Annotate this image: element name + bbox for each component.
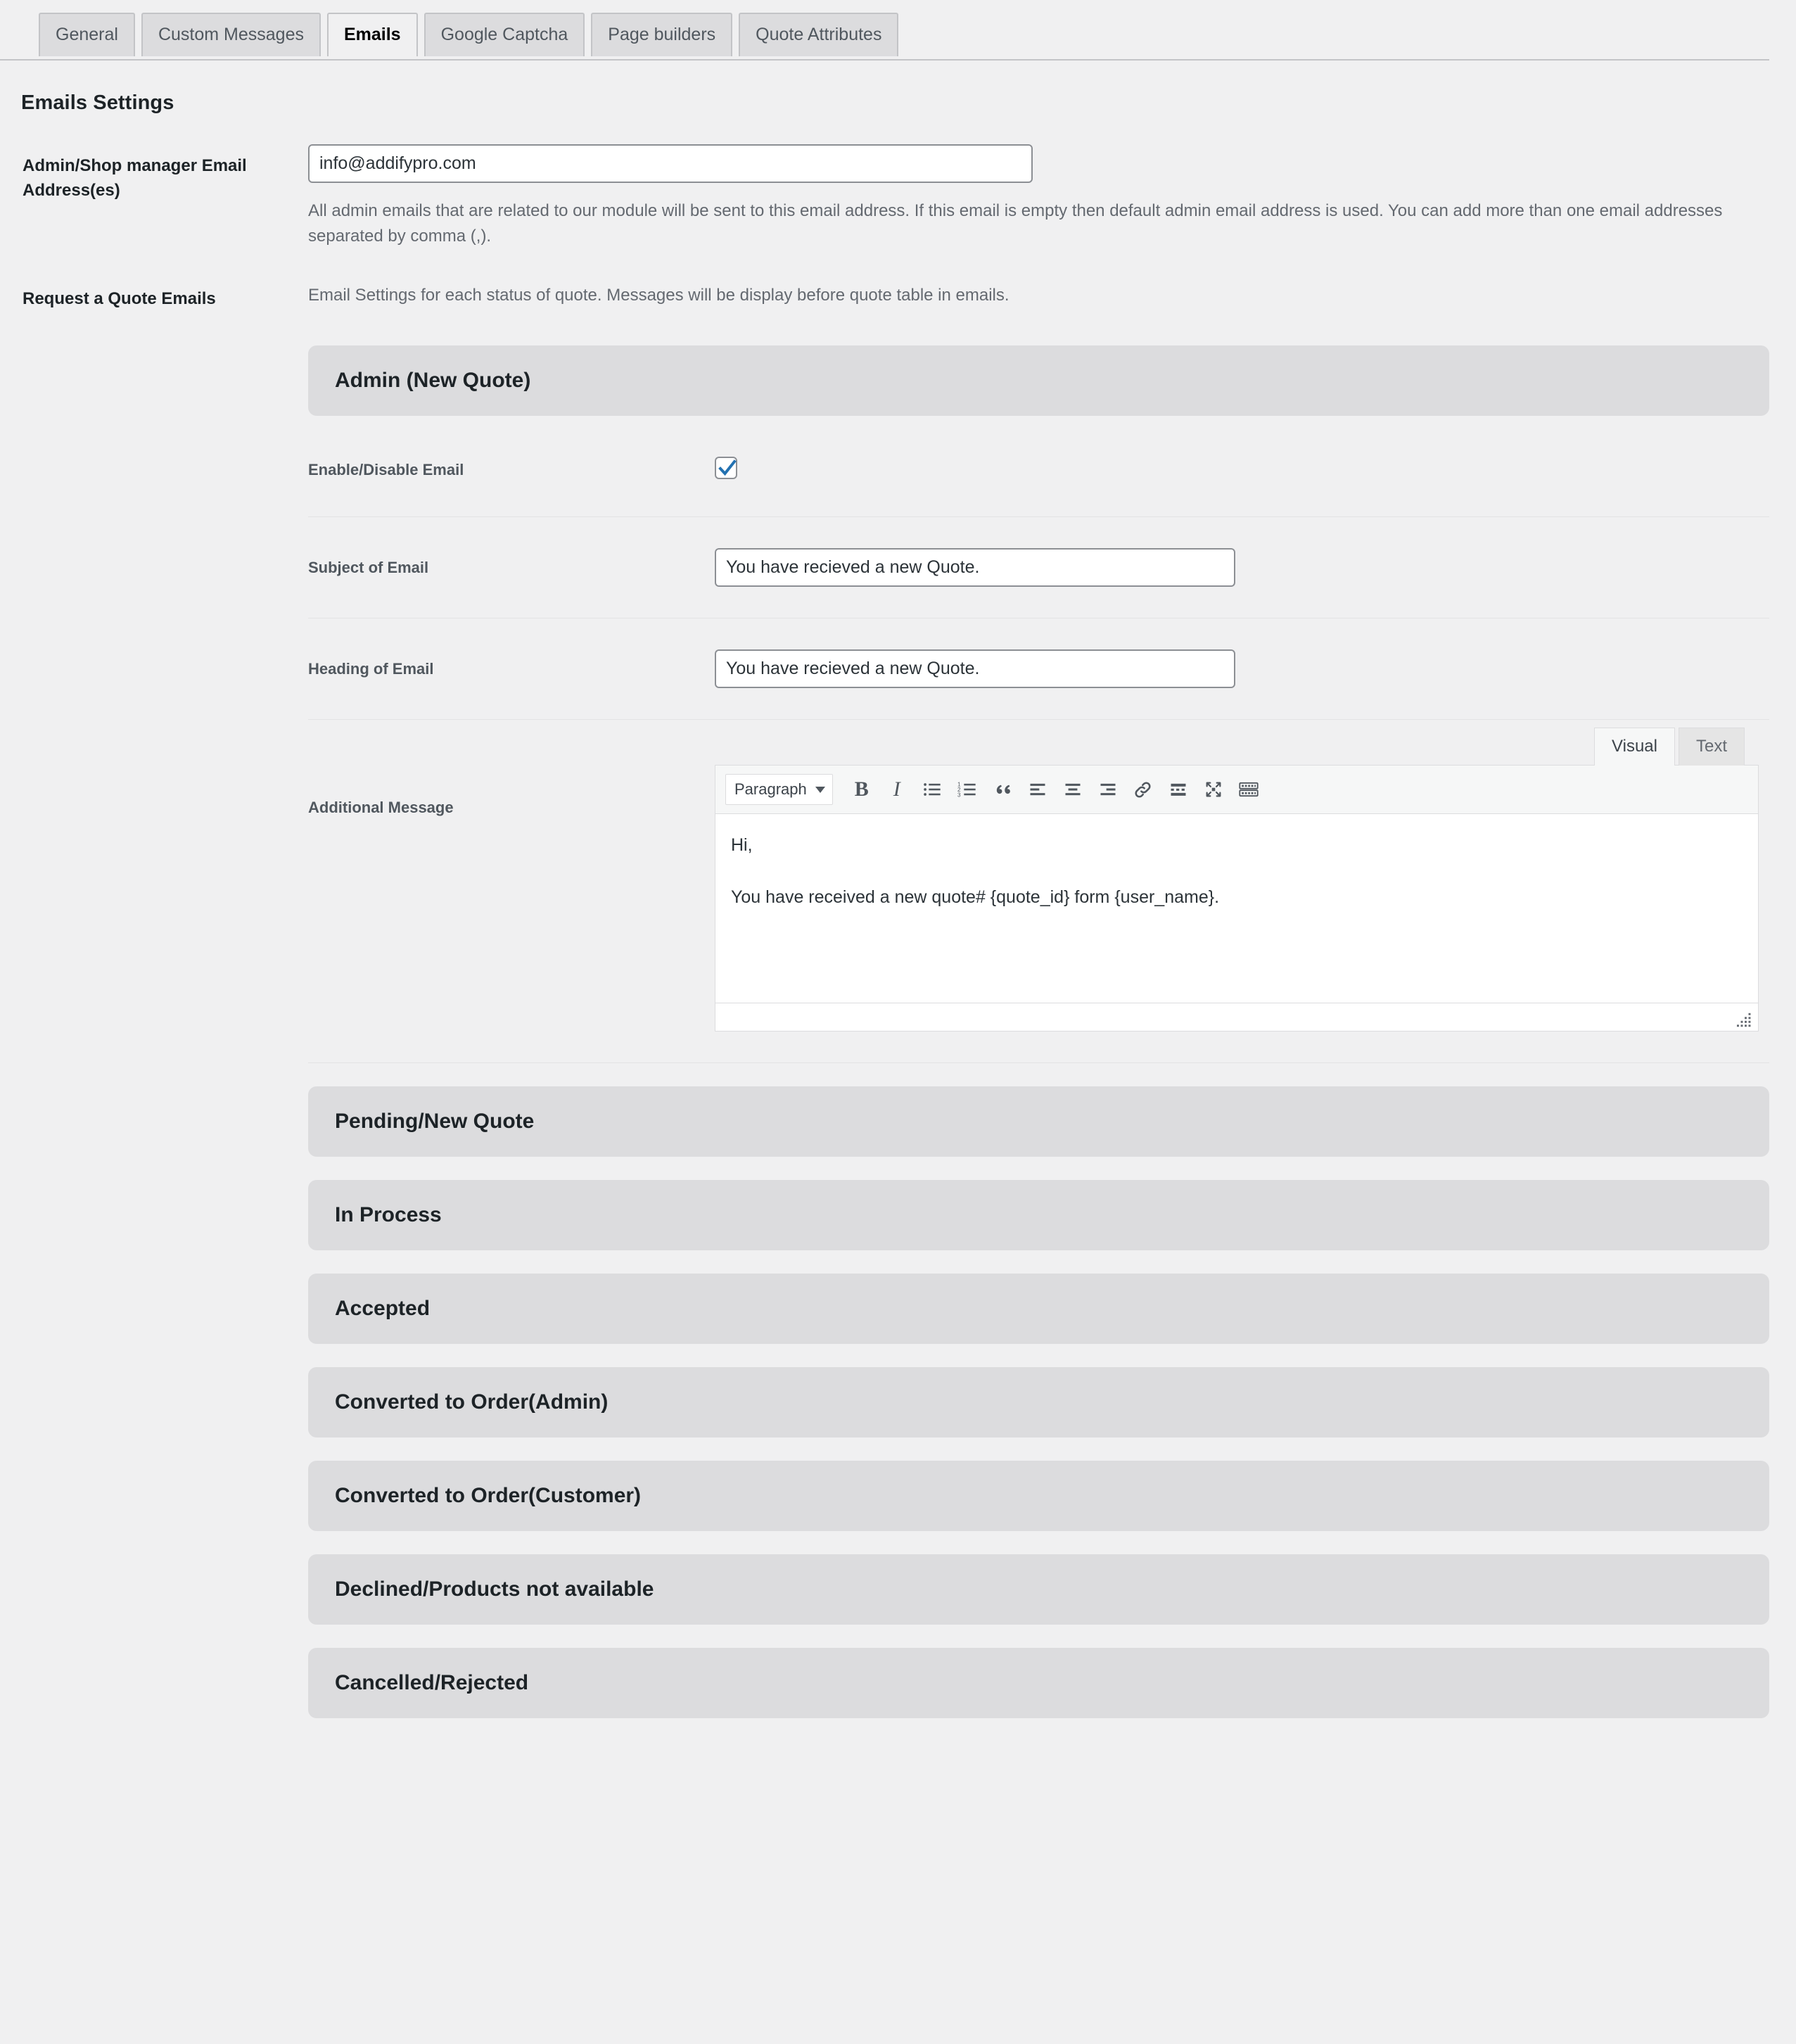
blockquote-icon[interactable] (986, 773, 1019, 806)
tab-general[interactable]: General (39, 13, 135, 56)
subject-input[interactable] (715, 548, 1235, 587)
editor-tab-visual[interactable]: Visual (1594, 728, 1675, 766)
format-select-value: Paragraph (734, 780, 807, 798)
quote-emails-label: Request a Quote Emails (23, 289, 216, 308)
align-center-icon[interactable] (1057, 773, 1089, 806)
accordion-accepted (308, 1274, 1769, 1344)
heading-row (308, 618, 1769, 720)
align-left-icon[interactable] (1021, 773, 1054, 806)
align-right-icon[interactable] (1092, 773, 1124, 806)
accordion-header-pending-new-quote[interactable]: Pending/New Quote (308, 1086, 1769, 1157)
fullscreen-icon[interactable] (1197, 773, 1230, 806)
svg-text:1: 1 (957, 781, 961, 788)
additional-message-cell (715, 737, 1769, 1031)
accordion-converted-to-order-admin (308, 1367, 1769, 1437)
quote-emails-row (0, 287, 1796, 1718)
accordion-header-cancelled-rejected[interactable]: Cancelled/Rejected (308, 1648, 1769, 1718)
accordion-body-admin-new-quote (308, 416, 1769, 1063)
additional-message-label: Additional Message (308, 799, 454, 816)
tab-custom-messages[interactable]: Custom Messages (141, 13, 321, 56)
italic-icon[interactable]: I (893, 777, 900, 801)
editor-tab-text[interactable]: Text (1679, 728, 1745, 766)
enable-email-cell (715, 457, 1769, 483)
tab-list (39, 11, 1769, 55)
heading-label: Heading of Email (308, 659, 434, 678)
accordion-header-converted-to-order-customer[interactable]: Converted to Order(Customer) (308, 1461, 1769, 1531)
settings-form (0, 154, 1796, 1718)
settings-tab-bar (0, 0, 1769, 61)
resize-handle-icon[interactable] (1737, 1012, 1752, 1027)
editor-mode-tabs (715, 723, 1759, 765)
svg-text:2: 2 (957, 786, 961, 793)
subject-cell (715, 548, 1769, 587)
link-icon[interactable] (1127, 773, 1159, 806)
tab-google-captcha[interactable]: Google Captcha (424, 13, 585, 56)
section-divider (308, 1062, 1769, 1063)
tab-emails[interactable]: Emails (327, 13, 418, 56)
subject-row (308, 517, 1769, 618)
read-more-icon[interactable] (1162, 773, 1195, 806)
editor-content-area[interactable] (715, 814, 1758, 1003)
editor-paragraph-2: You have received a new quote# {quote_id} form {user_name}. (731, 887, 1220, 907)
format-select[interactable] (725, 774, 833, 805)
quote-emails-description: Email Settings for each status of quote. Messages will be display before quote table in emails. (308, 286, 1010, 305)
numbered-list-icon[interactable] (951, 773, 983, 806)
quote-emails-cell (308, 287, 1796, 1718)
accordion-cancelled-rejected (308, 1648, 1769, 1718)
accordion-header-converted-to-order-admin[interactable]: Converted to Order(Admin) (308, 1367, 1769, 1437)
admin-email-field-cell (308, 154, 1796, 249)
accordion-declined-products-not-available (308, 1554, 1769, 1625)
bold-icon[interactable]: B (854, 777, 869, 801)
accordion-header-in-process[interactable]: In Process (308, 1180, 1769, 1250)
admin-email-input[interactable] (308, 144, 1033, 183)
svg-text:3: 3 (957, 792, 961, 799)
enable-email-row (308, 416, 1769, 517)
enable-email-checkbox[interactable] (715, 457, 737, 479)
accordion-in-process (308, 1180, 1769, 1250)
accordion-header-admin-new-quote[interactable]: Admin (New Quote) (308, 345, 1769, 416)
accordion-header-accepted[interactable]: Accepted (308, 1274, 1769, 1344)
accordion-pending-new-quote (308, 1086, 1769, 1157)
heading-cell (715, 649, 1769, 688)
editor-container (715, 765, 1759, 1031)
heading-input[interactable] (715, 649, 1235, 688)
checkmark-icon (718, 458, 737, 479)
tab-quote-attributes[interactable]: Quote Attributes (739, 13, 898, 56)
toolbar-toggle-icon[interactable] (1233, 773, 1265, 806)
chevron-down-icon (815, 787, 825, 793)
accordion-header-declined-products-not-available[interactable]: Declined/Products not available (308, 1554, 1769, 1625)
enable-email-label: Enable/Disable Email (308, 460, 464, 478)
page-title: Emails Settings (21, 91, 174, 114)
subject-label: Subject of Email (308, 558, 429, 576)
editor-status-bar (715, 1003, 1758, 1031)
admin-email-label: Admin/Shop manager Email Address(es) (23, 156, 247, 200)
tab-page-builders[interactable]: Page builders (591, 13, 732, 56)
admin-email-row (0, 154, 1796, 249)
additional-message-row (308, 720, 1769, 1031)
editor-paragraph-1: Hi, (731, 835, 753, 855)
accordion-admin-new-quote (308, 345, 1769, 1063)
bulleted-list-icon[interactable] (916, 773, 948, 806)
editor-toolbar (715, 766, 1758, 814)
admin-email-description: All admin emails that are related to our module will be sent to this email address. If this email is empty then default admin email address is used. You can add more than one email addresses separated by comma (,). (308, 201, 1723, 246)
wp-editor (715, 723, 1759, 1031)
accordion-converted-to-order-customer (308, 1461, 1769, 1531)
